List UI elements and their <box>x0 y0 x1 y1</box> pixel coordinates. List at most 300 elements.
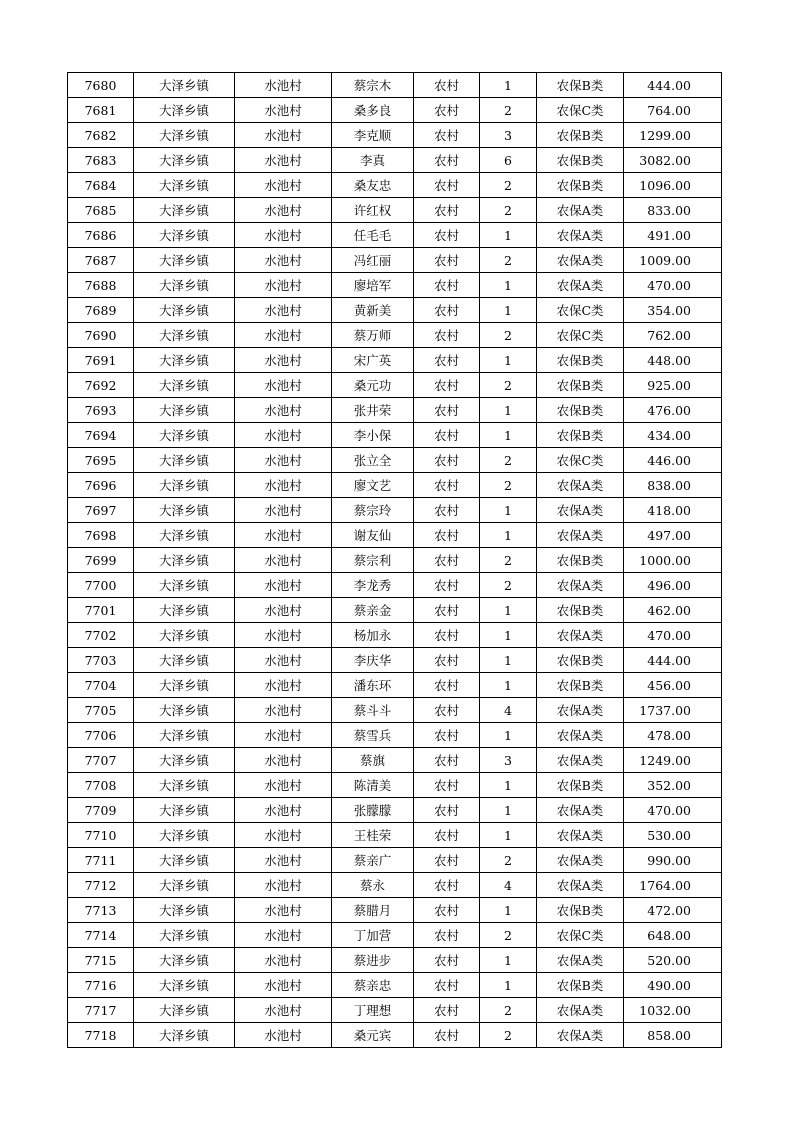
village-cell: 水池村 <box>235 873 332 898</box>
name-cell: 廖文艺 <box>332 473 414 498</box>
village-cell: 水池村 <box>235 498 332 523</box>
amount-cell: 470.00 <box>624 623 722 648</box>
name-cell: 丁理想 <box>332 998 414 1023</box>
amount-cell: 530.00 <box>624 823 722 848</box>
household-type-cell: 农村 <box>414 298 480 323</box>
township-cell: 大泽乡镇 <box>134 823 235 848</box>
township-cell: 大泽乡镇 <box>134 523 235 548</box>
village-cell: 水池村 <box>235 323 332 348</box>
township-cell: 大泽乡镇 <box>134 773 235 798</box>
table-row <box>68 1023 722 1048</box>
amount-cell: 858.00 <box>624 1023 722 1048</box>
village-cell: 水池村 <box>235 998 332 1023</box>
row-number-cell: 7717 <box>68 998 134 1023</box>
household-type-cell: 农村 <box>414 723 480 748</box>
name-cell: 潘东环 <box>332 673 414 698</box>
amount-cell: 762.00 <box>624 323 722 348</box>
village-cell: 水池村 <box>235 373 332 398</box>
row-number-cell: 7711 <box>68 848 134 873</box>
row-number-cell: 7687 <box>68 248 134 273</box>
row-number-cell: 7690 <box>68 323 134 348</box>
table-row <box>68 523 722 548</box>
household-type-cell: 农村 <box>414 173 480 198</box>
row-number-cell: 7692 <box>68 373 134 398</box>
name-cell: 宋广英 <box>332 348 414 373</box>
name-cell: 桑多良 <box>332 98 414 123</box>
table-row <box>68 423 722 448</box>
name-cell: 蔡旗 <box>332 748 414 773</box>
count-cell: 3 <box>480 748 537 773</box>
category-cell: 农保B类 <box>537 548 624 573</box>
category-cell: 农保C类 <box>537 923 624 948</box>
amount-cell: 833.00 <box>624 198 722 223</box>
amount-cell: 1000.00 <box>624 548 722 573</box>
row-number-cell: 7697 <box>68 498 134 523</box>
name-cell: 黄新美 <box>332 298 414 323</box>
count-cell: 2 <box>480 248 537 273</box>
household-type-cell: 农村 <box>414 573 480 598</box>
table-row <box>68 223 722 248</box>
household-type-cell: 农村 <box>414 448 480 473</box>
row-number-cell: 7698 <box>68 523 134 548</box>
village-cell: 水池村 <box>235 548 332 573</box>
count-cell: 2 <box>480 448 537 473</box>
category-cell: 农保A类 <box>537 248 624 273</box>
category-cell: 农保A类 <box>537 998 624 1023</box>
household-type-cell: 农村 <box>414 148 480 173</box>
amount-cell: 444.00 <box>624 73 722 98</box>
village-cell: 水池村 <box>235 73 332 98</box>
township-cell: 大泽乡镇 <box>134 923 235 948</box>
township-cell: 大泽乡镇 <box>134 698 235 723</box>
name-cell: 蔡万师 <box>332 323 414 348</box>
household-type-cell: 农村 <box>414 423 480 448</box>
amount-cell: 444.00 <box>624 648 722 673</box>
village-cell: 水池村 <box>235 423 332 448</box>
household-type-cell: 农村 <box>414 948 480 973</box>
township-cell: 大泽乡镇 <box>134 798 235 823</box>
household-type-cell: 农村 <box>414 73 480 98</box>
name-cell: 蔡进步 <box>332 948 414 973</box>
village-cell: 水池村 <box>235 273 332 298</box>
row-number-cell: 7696 <box>68 473 134 498</box>
table-row <box>68 548 722 573</box>
household-type-cell: 农村 <box>414 873 480 898</box>
row-number-cell: 7694 <box>68 423 134 448</box>
amount-cell: 3082.00 <box>624 148 722 173</box>
row-number-cell: 7705 <box>68 698 134 723</box>
household-type-cell: 农村 <box>414 923 480 948</box>
amount-cell: 462.00 <box>624 598 722 623</box>
table-row <box>68 898 722 923</box>
table-row <box>68 998 722 1023</box>
amount-cell: 352.00 <box>624 773 722 798</box>
village-cell: 水池村 <box>235 773 332 798</box>
village-cell: 水池村 <box>235 348 332 373</box>
table-row <box>68 723 722 748</box>
household-type-cell: 农村 <box>414 273 480 298</box>
village-cell: 水池村 <box>235 298 332 323</box>
household-type-cell: 农村 <box>414 98 480 123</box>
amount-cell: 1032.00 <box>624 998 722 1023</box>
household-type-cell: 农村 <box>414 548 480 573</box>
amount-cell: 1299.00 <box>624 123 722 148</box>
category-cell: 农保B类 <box>537 673 624 698</box>
household-type-cell: 农村 <box>414 773 480 798</box>
row-number-cell: 7716 <box>68 973 134 998</box>
category-cell: 农保A类 <box>537 873 624 898</box>
household-type-cell: 农村 <box>414 898 480 923</box>
count-cell: 1 <box>480 73 537 98</box>
township-cell: 大泽乡镇 <box>134 848 235 873</box>
table-row <box>68 923 722 948</box>
count-cell: 1 <box>480 348 537 373</box>
township-cell: 大泽乡镇 <box>134 273 235 298</box>
township-cell: 大泽乡镇 <box>134 573 235 598</box>
table-row <box>68 248 722 273</box>
count-cell: 2 <box>480 173 537 198</box>
household-type-cell: 农村 <box>414 473 480 498</box>
count-cell: 1 <box>480 498 537 523</box>
count-cell: 1 <box>480 398 537 423</box>
row-number-cell: 7707 <box>68 748 134 773</box>
township-cell: 大泽乡镇 <box>134 298 235 323</box>
amount-cell: 1096.00 <box>624 173 722 198</box>
amount-cell: 1009.00 <box>624 248 722 273</box>
amount-cell: 764.00 <box>624 98 722 123</box>
category-cell: 农保C类 <box>537 98 624 123</box>
amount-cell: 448.00 <box>624 348 722 373</box>
row-number-cell: 7691 <box>68 348 134 373</box>
amount-cell: 470.00 <box>624 273 722 298</box>
amount-cell: 990.00 <box>624 848 722 873</box>
amount-cell: 1764.00 <box>624 873 722 898</box>
count-cell: 2 <box>480 998 537 1023</box>
count-cell: 2 <box>480 573 537 598</box>
row-number-cell: 7689 <box>68 298 134 323</box>
category-cell: 农保B类 <box>537 973 624 998</box>
name-cell: 桑元功 <box>332 373 414 398</box>
count-cell: 1 <box>480 223 537 248</box>
row-number-cell: 7693 <box>68 398 134 423</box>
village-cell: 水池村 <box>235 173 332 198</box>
village-cell: 水池村 <box>235 898 332 923</box>
table-row <box>68 348 722 373</box>
village-cell: 水池村 <box>235 198 332 223</box>
township-cell: 大泽乡镇 <box>134 998 235 1023</box>
category-cell: 农保B类 <box>537 123 624 148</box>
name-cell: 蔡宗木 <box>332 73 414 98</box>
count-cell: 1 <box>480 298 537 323</box>
village-cell: 水池村 <box>235 573 332 598</box>
household-type-cell: 农村 <box>414 323 480 348</box>
village-cell: 水池村 <box>235 923 332 948</box>
data-table <box>67 72 722 1048</box>
amount-cell: 1737.00 <box>624 698 722 723</box>
name-cell: 蔡宗利 <box>332 548 414 573</box>
count-cell: 2 <box>480 198 537 223</box>
amount-cell: 490.00 <box>624 973 722 998</box>
township-cell: 大泽乡镇 <box>134 173 235 198</box>
count-cell: 1 <box>480 973 537 998</box>
category-cell: 农保A类 <box>537 498 624 523</box>
table-row <box>68 73 722 98</box>
township-cell: 大泽乡镇 <box>134 498 235 523</box>
table-row <box>68 373 722 398</box>
name-cell: 李龙秀 <box>332 573 414 598</box>
village-cell: 水池村 <box>235 748 332 773</box>
count-cell: 1 <box>480 898 537 923</box>
table-row <box>68 623 722 648</box>
count-cell: 1 <box>480 798 537 823</box>
name-cell: 蔡永 <box>332 873 414 898</box>
amount-cell: 925.00 <box>624 373 722 398</box>
household-type-cell: 农村 <box>414 673 480 698</box>
household-type-cell: 农村 <box>414 598 480 623</box>
count-cell: 2 <box>480 848 537 873</box>
township-cell: 大泽乡镇 <box>134 148 235 173</box>
name-cell: 李庆华 <box>332 648 414 673</box>
category-cell: 农保A类 <box>537 848 624 873</box>
township-cell: 大泽乡镇 <box>134 723 235 748</box>
category-cell: 农保A类 <box>537 573 624 598</box>
name-cell: 蔡亲广 <box>332 848 414 873</box>
household-type-cell: 农村 <box>414 523 480 548</box>
amount-cell: 497.00 <box>624 523 722 548</box>
name-cell: 廖培军 <box>332 273 414 298</box>
category-cell: 农保B类 <box>537 398 624 423</box>
village-cell: 水池村 <box>235 1023 332 1048</box>
name-cell: 桑元宾 <box>332 1023 414 1048</box>
name-cell: 陈清美 <box>332 773 414 798</box>
category-cell: 农保A类 <box>537 1023 624 1048</box>
amount-cell: 520.00 <box>624 948 722 973</box>
household-type-cell: 农村 <box>414 1023 480 1048</box>
category-cell: 农保B类 <box>537 373 624 398</box>
table-row <box>68 398 722 423</box>
township-cell: 大泽乡镇 <box>134 673 235 698</box>
row-number-cell: 7684 <box>68 173 134 198</box>
village-cell: 水池村 <box>235 223 332 248</box>
township-cell: 大泽乡镇 <box>134 648 235 673</box>
name-cell: 丁加营 <box>332 923 414 948</box>
household-type-cell: 农村 <box>414 248 480 273</box>
village-cell: 水池村 <box>235 798 332 823</box>
amount-cell: 472.00 <box>624 898 722 923</box>
count-cell: 4 <box>480 873 537 898</box>
table-row <box>68 173 722 198</box>
amount-cell: 434.00 <box>624 423 722 448</box>
row-number-cell: 7704 <box>68 673 134 698</box>
row-number-cell: 7712 <box>68 873 134 898</box>
category-cell: 农保A类 <box>537 223 624 248</box>
township-cell: 大泽乡镇 <box>134 198 235 223</box>
table-body <box>68 73 722 1048</box>
village-cell: 水池村 <box>235 673 332 698</box>
category-cell: 农保B类 <box>537 898 624 923</box>
household-type-cell: 农村 <box>414 998 480 1023</box>
household-type-cell: 农村 <box>414 623 480 648</box>
category-cell: 农保A类 <box>537 723 624 748</box>
household-type-cell: 农村 <box>414 123 480 148</box>
township-cell: 大泽乡镇 <box>134 598 235 623</box>
category-cell: 农保B类 <box>537 148 624 173</box>
name-cell: 张井荣 <box>332 398 414 423</box>
amount-cell: 478.00 <box>624 723 722 748</box>
row-number-cell: 7708 <box>68 773 134 798</box>
count-cell: 1 <box>480 523 537 548</box>
row-number-cell: 7715 <box>68 948 134 973</box>
amount-cell: 476.00 <box>624 398 722 423</box>
village-cell: 水池村 <box>235 148 332 173</box>
household-type-cell: 农村 <box>414 848 480 873</box>
count-cell: 2 <box>480 98 537 123</box>
village-cell: 水池村 <box>235 98 332 123</box>
village-cell: 水池村 <box>235 848 332 873</box>
row-number-cell: 7718 <box>68 1023 134 1048</box>
table-row <box>68 773 722 798</box>
name-cell: 李克顺 <box>332 123 414 148</box>
category-cell: 农保A类 <box>537 623 624 648</box>
table-row <box>68 823 722 848</box>
count-cell: 1 <box>480 623 537 648</box>
township-cell: 大泽乡镇 <box>134 223 235 248</box>
amount-cell: 838.00 <box>624 473 722 498</box>
village-cell: 水池村 <box>235 248 332 273</box>
count-cell: 2 <box>480 548 537 573</box>
household-type-cell: 农村 <box>414 973 480 998</box>
name-cell: 蔡亲金 <box>332 598 414 623</box>
row-number-cell: 7706 <box>68 723 134 748</box>
village-cell: 水池村 <box>235 398 332 423</box>
name-cell: 蔡雪兵 <box>332 723 414 748</box>
table-row <box>68 148 722 173</box>
amount-cell: 470.00 <box>624 798 722 823</box>
village-cell: 水池村 <box>235 623 332 648</box>
count-cell: 4 <box>480 698 537 723</box>
row-number-cell: 7700 <box>68 573 134 598</box>
count-cell: 1 <box>480 773 537 798</box>
township-cell: 大泽乡镇 <box>134 548 235 573</box>
category-cell: 农保B类 <box>537 173 624 198</box>
category-cell: 农保C类 <box>537 448 624 473</box>
count-cell: 1 <box>480 423 537 448</box>
category-cell: 农保B类 <box>537 348 624 373</box>
row-number-cell: 7688 <box>68 273 134 298</box>
count-cell: 1 <box>480 673 537 698</box>
amount-cell: 456.00 <box>624 673 722 698</box>
category-cell: 农保B类 <box>537 73 624 98</box>
name-cell: 张立全 <box>332 448 414 473</box>
township-cell: 大泽乡镇 <box>134 973 235 998</box>
name-cell: 李小保 <box>332 423 414 448</box>
township-cell: 大泽乡镇 <box>134 323 235 348</box>
table-row <box>68 798 722 823</box>
amount-cell: 491.00 <box>624 223 722 248</box>
household-type-cell: 农村 <box>414 498 480 523</box>
table-row <box>68 273 722 298</box>
table-row <box>68 973 722 998</box>
table-row <box>68 748 722 773</box>
township-cell: 大泽乡镇 <box>134 248 235 273</box>
amount-cell: 418.00 <box>624 498 722 523</box>
count-cell: 1 <box>480 598 537 623</box>
count-cell: 2 <box>480 473 537 498</box>
township-cell: 大泽乡镇 <box>134 448 235 473</box>
name-cell: 蔡宗玲 <box>332 498 414 523</box>
township-cell: 大泽乡镇 <box>134 898 235 923</box>
village-cell: 水池村 <box>235 123 332 148</box>
township-cell: 大泽乡镇 <box>134 398 235 423</box>
row-number-cell: 7683 <box>68 148 134 173</box>
category-cell: 农保A类 <box>537 198 624 223</box>
name-cell: 张朦朦 <box>332 798 414 823</box>
name-cell: 蔡斗斗 <box>332 698 414 723</box>
household-type-cell: 农村 <box>414 348 480 373</box>
count-cell: 1 <box>480 723 537 748</box>
village-cell: 水池村 <box>235 448 332 473</box>
count-cell: 2 <box>480 1023 537 1048</box>
township-cell: 大泽乡镇 <box>134 623 235 648</box>
count-cell: 3 <box>480 123 537 148</box>
household-type-cell: 农村 <box>414 223 480 248</box>
name-cell: 任毛毛 <box>332 223 414 248</box>
table-row <box>68 473 722 498</box>
township-cell: 大泽乡镇 <box>134 748 235 773</box>
count-cell: 1 <box>480 273 537 298</box>
category-cell: 农保A类 <box>537 273 624 298</box>
name-cell: 桑友忠 <box>332 173 414 198</box>
table-row <box>68 948 722 973</box>
household-type-cell: 农村 <box>414 373 480 398</box>
category-cell: 农保B类 <box>537 648 624 673</box>
household-type-cell: 农村 <box>414 398 480 423</box>
amount-cell: 496.00 <box>624 573 722 598</box>
village-cell: 水池村 <box>235 523 332 548</box>
township-cell: 大泽乡镇 <box>134 873 235 898</box>
township-cell: 大泽乡镇 <box>134 98 235 123</box>
table-row <box>68 873 722 898</box>
table-row <box>68 123 722 148</box>
count-cell: 1 <box>480 648 537 673</box>
row-number-cell: 7680 <box>68 73 134 98</box>
amount-cell: 1249.00 <box>624 748 722 773</box>
category-cell: 农保A类 <box>537 948 624 973</box>
table-row <box>68 323 722 348</box>
category-cell: 农保B类 <box>537 423 624 448</box>
table-row <box>68 648 722 673</box>
row-number-cell: 7703 <box>68 648 134 673</box>
township-cell: 大泽乡镇 <box>134 948 235 973</box>
count-cell: 2 <box>480 323 537 348</box>
name-cell: 许红权 <box>332 198 414 223</box>
table-row <box>68 498 722 523</box>
table-row <box>68 573 722 598</box>
village-cell: 水池村 <box>235 598 332 623</box>
row-number-cell: 7714 <box>68 923 134 948</box>
township-cell: 大泽乡镇 <box>134 1023 235 1048</box>
row-number-cell: 7685 <box>68 198 134 223</box>
village-cell: 水池村 <box>235 823 332 848</box>
category-cell: 农保B类 <box>537 598 624 623</box>
count-cell: 2 <box>480 373 537 398</box>
household-type-cell: 农村 <box>414 748 480 773</box>
name-cell: 杨加永 <box>332 623 414 648</box>
count-cell: 2 <box>480 923 537 948</box>
table-row <box>68 198 722 223</box>
township-cell: 大泽乡镇 <box>134 473 235 498</box>
row-number-cell: 7710 <box>68 823 134 848</box>
